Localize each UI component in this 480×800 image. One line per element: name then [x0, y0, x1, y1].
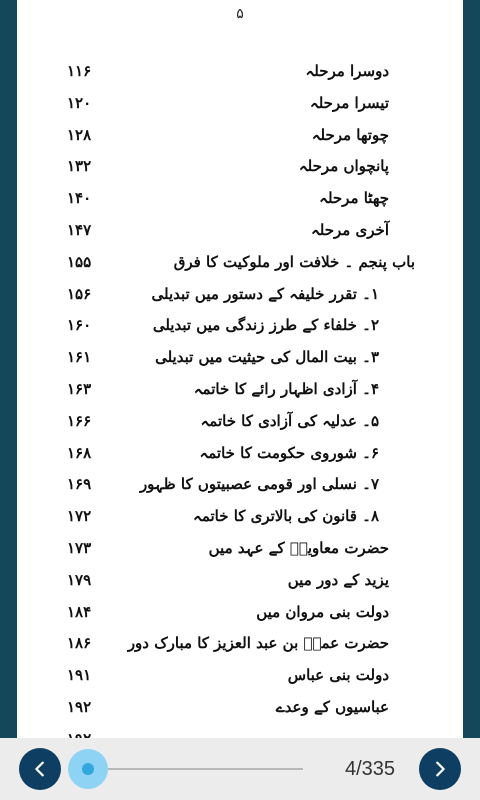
- toc-entry-page: ۱۹۲: [67, 698, 92, 716]
- toc-entry-page: ۱۳۲: [67, 157, 92, 176]
- next-page-button[interactable]: [419, 748, 461, 790]
- toc-row: [17, 440, 463, 470]
- toc-entry-page: ۱۴۷: [67, 221, 92, 239]
- reader-bottom-bar: [0, 738, 480, 800]
- toc-entry-page: ۱۱۶: [67, 62, 92, 80]
- toc-entry-page: ۱۸۶: [67, 634, 92, 653]
- toc-entry-title: ۱۔ تقرر خلیفہ کے دستور میں تبدیلی: [151, 284, 379, 303]
- toc-entry-page: ۱۴۰: [67, 189, 92, 208]
- toc-row: [17, 90, 463, 120]
- toc-entry-page: ۱۶۱: [67, 348, 92, 367]
- chevron-right-icon: [431, 760, 449, 778]
- toc-entry-page: ۱۵۵: [67, 252, 92, 271]
- toc-row: [17, 249, 463, 279]
- toc-row: [17, 535, 463, 565]
- toc-row: [17, 344, 463, 374]
- toc-entry-title: ۵۔ عدلیہ کی آزادی کا خاتمہ: [200, 411, 379, 430]
- toc-row: [17, 567, 463, 597]
- toc-entry-title: باب پنجم ۔ خلافت اور ملوکیت کا فرق: [173, 252, 415, 271]
- toc-row: [17, 503, 463, 533]
- toc-row: [17, 185, 463, 215]
- page-slider-track[interactable]: [89, 768, 303, 770]
- toc-entry-page: ۱۷۲: [67, 507, 92, 526]
- toc-entry-title: ۷۔ نسلی اور قومی عصبیتوں کا ظہور: [139, 475, 379, 494]
- toc-row: [17, 630, 463, 660]
- toc-row: [17, 153, 463, 183]
- toc-row: [17, 312, 463, 342]
- page-slider-handle-center: [82, 763, 94, 775]
- toc-row: [17, 281, 463, 311]
- toc-entry-title: ۳۔ بیت المال کی حیثیت میں تبدیلی: [155, 348, 379, 367]
- toc-entry-page: ۱۷۹: [67, 570, 92, 589]
- toc-entry-page: ۱۹۱: [67, 666, 92, 685]
- toc-entry-title: یزید کے دور میں: [287, 570, 389, 589]
- previous-page-button[interactable]: [19, 748, 61, 790]
- toc-row: [17, 599, 463, 629]
- toc-entry-title: آخری مرحلہ: [310, 221, 389, 239]
- toc-row: [17, 694, 463, 724]
- toc-entry-title: عباسیوں کے وعدے: [275, 698, 389, 716]
- book-page: [17, 0, 463, 738]
- toc-entry-page: ۱۷۳: [67, 539, 92, 557]
- toc-entry-title: دوسرا مرحلہ: [305, 62, 389, 80]
- toc-entry-page: ۱۶۰: [67, 316, 92, 335]
- page-counter: 4/335: [344, 758, 396, 780]
- toc-entry-title: ۶۔ شوروی حکومت کا خاتمہ: [199, 443, 379, 462]
- toc-entry-page: ۱۶۸: [67, 443, 92, 462]
- toc-entry-page: ۱۵۶: [67, 284, 92, 303]
- toc-entry-page: ۱۶۶: [67, 411, 92, 430]
- toc-entry-title: ۴۔ آزادی اظہار رائے کا خاتمہ: [193, 380, 379, 398]
- toc-entry-page: ۱۶۹: [67, 475, 92, 494]
- toc-entry-title: ۸۔ قانون کی بالاتری کا خاتمہ: [193, 507, 379, 526]
- toc-row: [17, 662, 463, 692]
- toc-row: [17, 217, 463, 247]
- toc-row: [17, 376, 463, 406]
- toc-entry-title: ۲۔ خلفاء کے طرز زندگی میں تبدیلی: [152, 316, 379, 335]
- toc-entry-title: دولت بنی عباس: [287, 666, 389, 685]
- chevron-left-icon: [31, 760, 49, 778]
- toc-entry-title: چوتھا مرحلہ: [311, 125, 389, 144]
- toc-entry-title: حضرت عمرؓ بن عبد العزیز کا مبارک دور: [127, 634, 389, 653]
- toc-row: [17, 471, 463, 501]
- page-header-number: ۵: [236, 6, 244, 22]
- toc-entry-page: ۱۲۰: [67, 93, 92, 112]
- toc-row: [17, 408, 463, 438]
- toc-entry-title: تیسرا مرحلہ: [309, 93, 389, 112]
- toc-row: [17, 58, 463, 88]
- toc-entry-page: ۱۲۸: [67, 125, 92, 144]
- toc-entry-page: ۱۶۳: [67, 380, 92, 398]
- toc-entry-page: ۱۸۴: [67, 602, 92, 621]
- toc-entry-title: چھٹا مرحلہ: [319, 189, 389, 208]
- toc-entry-title: حضرت معاویہؓ کے عہد میں: [208, 539, 389, 557]
- toc-entry-title: دولت بنی مروان میں: [256, 602, 389, 621]
- toc-row: [17, 122, 463, 152]
- toc-entry-title: پانچواں مرحلہ: [298, 157, 389, 176]
